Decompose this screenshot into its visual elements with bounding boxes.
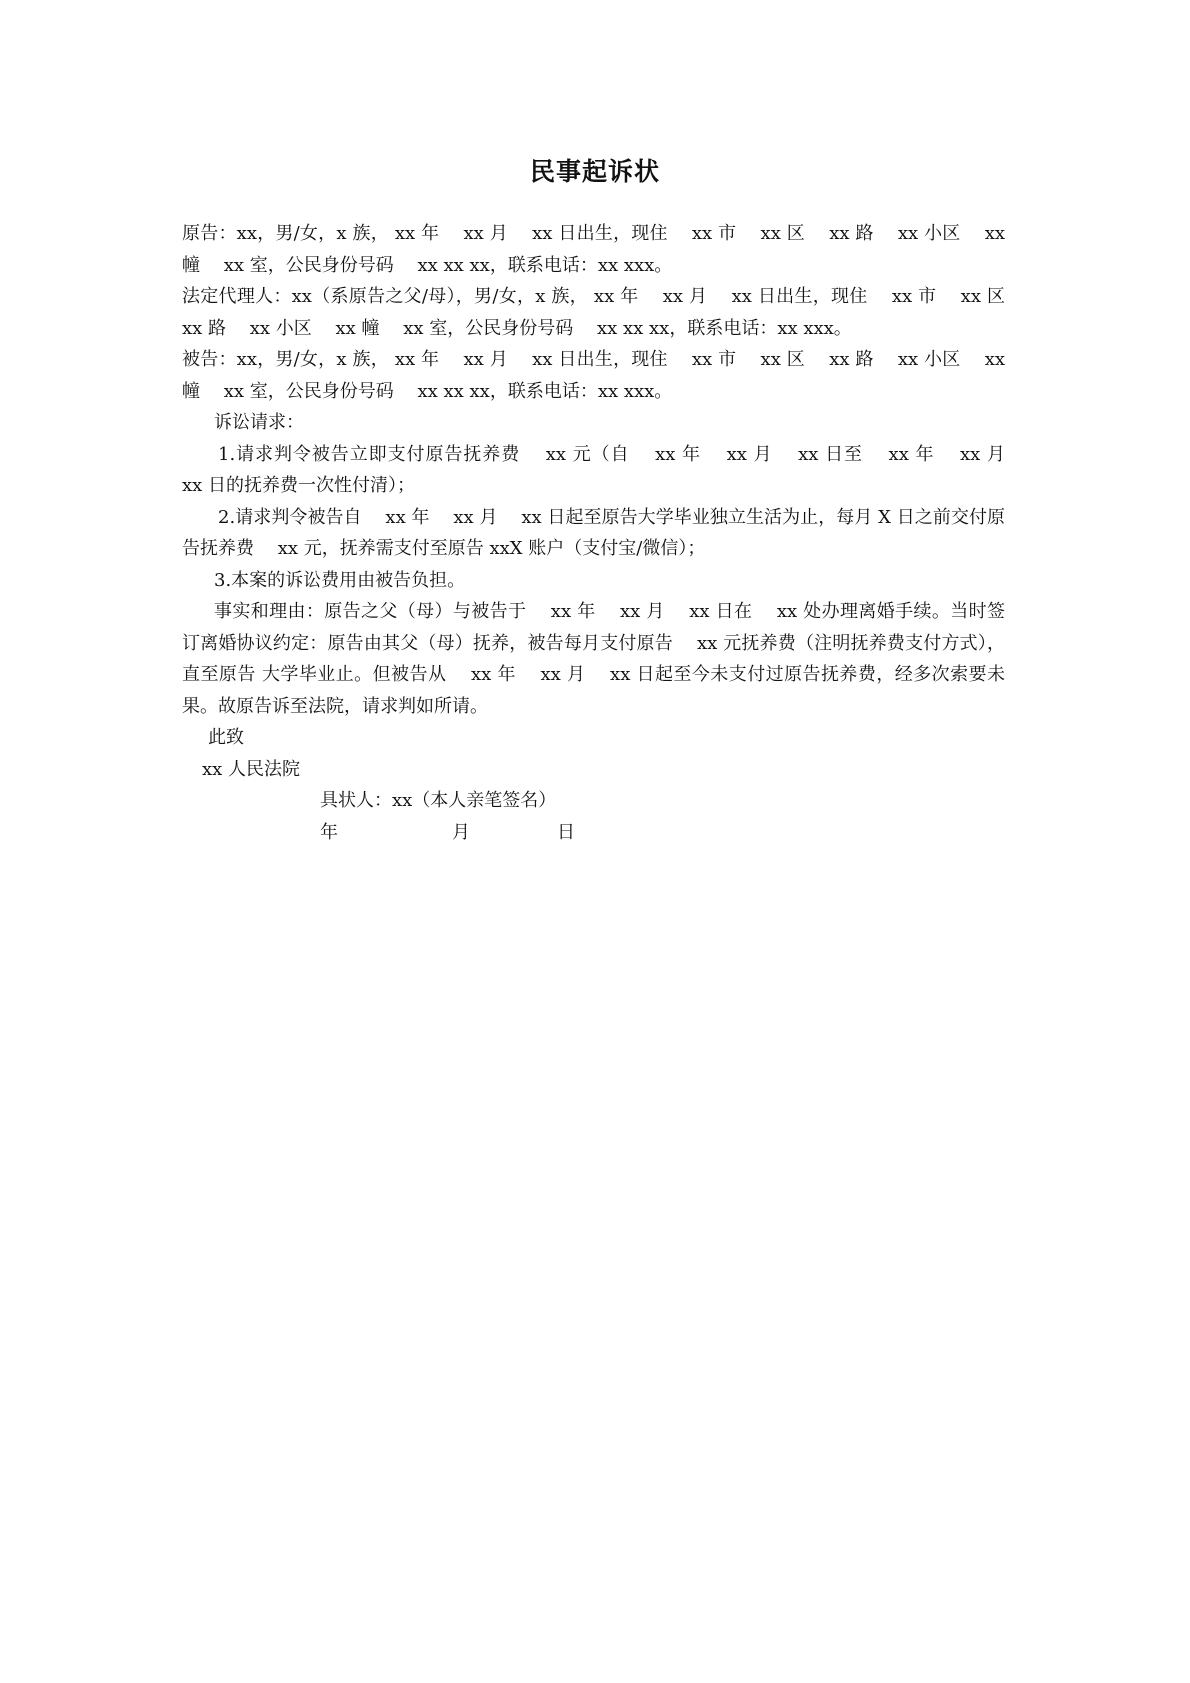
claim-item-3: 3.本案的诉讼费用由被告负担。 <box>214 569 466 591</box>
legal-agent-paragraph: 法定代理人：xx（系原告之父/母），男/女，x 族， xx 年 xx 月 xx 日出生，现住 xx 市 xx 区 xx 路 xx 小区 xx 幢 xx 室，公民身份号码 xx xx xx，联系电话：xx xxx。 <box>182 286 1029 339</box>
defendant-paragraph: 被告：xx，男/女，x 族， xx 年 xx 月 xx 日出生，现住 xx 市 xx 区 xx 路 xx 小区 xx 幢 xx 室，公民身份号码 xx xx xx，联系电话：xx xxx。 <box>182 349 1006 402</box>
claims-heading: 诉讼请求： <box>214 412 304 433</box>
salutation: 此致 <box>208 727 244 748</box>
claim-item-2: 2.请求判令被告自 xx 年 xx 月 xx 日起至原告大学毕业独立生活为止，每月 X 日之前交付原告抚养费 xx 元，抚养需支付至原告 xxX 账户（支付宝/微信）； <box>182 506 1005 559</box>
date-day: 日 <box>557 821 575 843</box>
signer-line: 具状人：xx（本人亲笔签名） <box>320 790 557 811</box>
document-body <box>182 218 1029 848</box>
claim-item-1: 1.请求判令被告立即支付原告抚养费 xx 元（自 xx 年 xx 月 xx 日至 xx 年 xx 月 xx 日的抚养费一次性付清）； <box>182 443 1029 496</box>
date-line <box>182 817 1005 849</box>
court-name: xx 人民法院 <box>202 758 301 780</box>
date-month: 月 <box>452 821 470 843</box>
facts-paragraph: 事实和理由：原告之父（母）与被告于 xx 年 xx 月 xx 日在 xx 处办理离婚手续。当时签订离婚协议约定：原告由其父（母）抚养，被告每月支付原告 xx 元抚养费（注明抚养费支付方式），直至原告 大学毕业止。但被告从 xx 年 xx 月 xx 日起至今未支付过原告抚养费，经多次索要未果。故原告诉至法院，请求判如所请。 <box>182 601 1005 717</box>
plaintiff-paragraph: 原告：xx，男/女，x 族， xx 年 xx 月 xx 日出生，现住 xx 市 xx 区 xx 路 xx 小区 xx 幢 xx 室，公民身份号码 xx xx xx，联系电话：xx xxx。 <box>182 223 1006 276</box>
date-year: 年 <box>320 821 338 843</box>
document-title: 民事起诉状 <box>529 157 660 186</box>
